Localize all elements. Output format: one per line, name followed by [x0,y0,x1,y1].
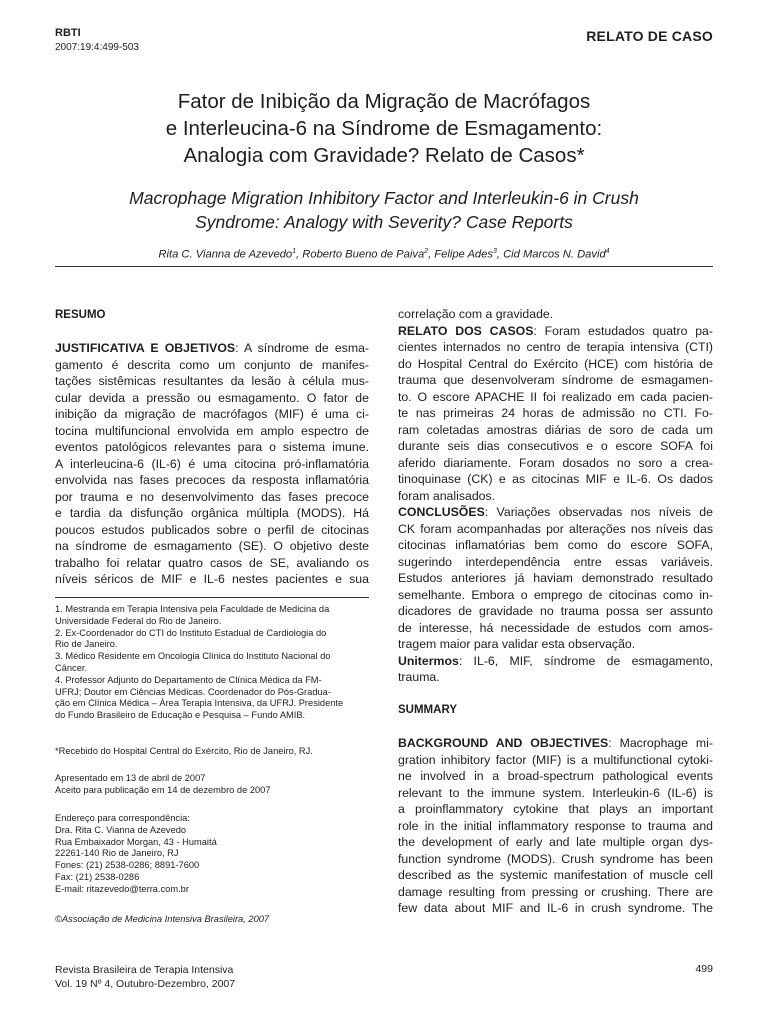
text-line: correlação com a gravidade. [398,307,554,321]
text-line [398,653,713,670]
text-line: eventos patológicos relevantes para o sistema imune. [55,440,369,454]
subtitle-line: Syndrome: Analogy with Severity? Case Reports [195,212,573,232]
text-line: tações sistêmicas resultantes da lesão à célula mus- [55,374,369,388]
paragraph-label: RELATO DOS CASOS [398,323,534,338]
text-line: inibição da migração de macrófagos (MIF) é uma ci- [55,407,369,421]
paragraph-text: : Macrophage mi- [608,736,713,750]
title-line: e Interleucina-6 na Síndrome de Esmagamento: [165,117,603,140]
received-note [55,746,313,758]
header-divider [55,266,713,267]
text-line [398,504,713,521]
text-line: few data about MIF and IL-6 in crush syndrome. The [398,901,713,915]
text-line: gration inhibitory factor (MIF) is a multifunctional cytoki- [398,752,713,767]
text-line: na síndrome de esmagamento (SE). O objetivo deste [55,539,369,553]
text-line: ram coletadas amostras diárias de soro de cada um [398,422,713,437]
text-line: the development of early and late multiple organ dys- [398,835,713,849]
text-line: tragem maior para validar esta observação. [398,637,636,651]
footer-issue: Vol. 19 Nº 4, Outubro-Dezembro, 2007 [55,978,236,990]
paragraph-text: : Foram estudados quatro pa- [533,323,713,338]
text-line [398,323,713,340]
footnote-line: Câncer. [55,662,88,673]
text-line: do Hospital Central do Exército (HCE) com história de [398,356,713,371]
title-line: Fator de Inibição da Migração de Macrófagos [177,90,591,113]
text-line: damage resulting from pressing or crushing. There are [398,884,713,899]
submission-dates [55,773,271,797]
resumo-justificativa [55,340,369,588]
text-line: aferido diariamente. Foram dosados no soro a crea- [398,455,713,470]
text-line: sugerindo interdependência entre essas variáveis. [398,554,713,569]
resumo-continued [398,306,713,917]
correspondence-line: E-mail: ritazevedo@terra.com.br [55,883,189,894]
author-list [55,248,713,261]
text-line: role in the initial inflammatory response to trauma and [398,818,713,833]
date-line: Apresentado em 13 de abril de 2007 [55,773,206,783]
footnote-line: 3. Médico Residente em Oncologia Clínica do Instituto Nacional do [55,651,331,662]
paragraph-text: : IL-6, MIF, síndrome de esmagamento, [458,653,713,668]
section-label: RELATO DE CASO [586,28,713,44]
footnote-line: 4. Professor Adjunto do Departamento de Clínica Médica da FM- [55,674,322,685]
author-affiliation-mark: 1 [292,248,297,255]
text-line: citocinas inflamatórias bem como do escore SOFA, [398,538,713,552]
page-footer [55,963,235,991]
resumo-heading [55,306,369,324]
text-line: A interleucina-6 (IL-6) é uma citocina pró-inflamatória [55,456,369,471]
correspondence-block [55,813,217,896]
text-line: e tardia da disfunção orgânica múltipla (MODS). Há [55,506,369,520]
footer-journal-name: Revista Brasileira de Terapia Intensiva [55,964,234,976]
author-name: Roberto Bueno de Paiva [302,248,425,261]
text-line: function syndrome (MODS). Crush syndrome has been [398,851,713,866]
paragraph-label: JUSTIFICATIVA E OBJETIVOS [55,341,236,355]
paragraph-label: CONCLUSÕES [398,505,485,519]
section-heading: SUMMARY [398,703,457,716]
text-line: cientes internados no centro de terapia intensiva (CTI) [398,340,713,354]
text-line: gamento é descrita como um conjunto de manifes- [55,357,369,372]
author-separator: , [428,248,435,261]
text-line: cular devida a pressão ou esmagamento. O fator de [55,390,369,405]
text-line [55,340,369,357]
text-line: trabalho foi relatar quatro casos de SE, avaliando os [55,555,369,570]
author-name: Felipe Ades [434,248,493,261]
text-line: te nas primeiras 24 horas de admissão no CTI. Fo- [398,406,713,420]
author-name: Rita C. Vianna de Azevedo [158,248,293,261]
author-separator: , [496,248,504,261]
text-line: Estudos anteriores já haviam demonstrado resultado [398,571,713,585]
footnote-line: 2. Ex-Coordenador do CTI do Instituto Estadual de Cardiologia do [55,627,327,638]
author-affiliation-mark: 3 [492,248,497,255]
section-heading: RESUMO [55,309,106,321]
text-line: dicadores de gravidade no trauma possa ser assunto [398,604,713,618]
copyright-text: ©Associação de Medicina Intensiva Brasileira, 2007 [55,914,270,924]
paragraph-label: BACKGROUND AND OBJECTIVES [398,736,609,750]
paragraph-label: Unitermos [398,653,459,668]
citation: 2007:19:4:499-503 [55,42,139,53]
page-number: 499 [695,963,713,975]
text-line: ne involved in a broad-spectrum pathological events [398,769,713,783]
date-line: Aceito para publicação em 14 de dezembro de 2007 [55,784,271,795]
text-line: envolvida nas fases precoces da resposta inflamatória [55,473,369,487]
footnote-line: Rio de Janeiro. [55,639,118,650]
text-line: described as the systemic manifestation of muscle cell [398,868,713,882]
paragraph-text: : A síndrome de esma- [235,341,370,355]
text-line: relevant to the immune system. Interleukin-6 (IL-6) is [398,785,713,800]
footnote-divider [55,597,369,598]
journal-abbreviation: RBTI [55,27,81,39]
copyright [55,914,269,926]
text-line: tinoquinase (CK) e as citocinas MIF e IL-6. Os dados [398,472,713,486]
text-line [398,735,713,752]
footnote-line: Universidade Federal do Rio de Janeiro. [55,615,222,626]
author-name: Cid Marcos N. David [503,248,606,261]
article-subtitle [60,186,708,234]
paragraph-text: : Variações observadas nos níveis de [484,505,713,519]
footnotes [55,604,369,722]
footnote-line: 1. Mestranda em Terapia Intensiva pela Faculdade de Medicina da [55,604,330,614]
correspondence-line: Fones: (21) 2538-0286; 8891-7600 [55,860,200,871]
received-note-text: *Recebido do Hospital Central do Exército, Rio de Janeiro, RJ. [55,746,313,756]
footnote-line: do Fundo Brasileiro de Educação e Pesquisa – Fundo AMIB. [55,710,306,721]
correspondence-heading: Endereço para correspondência: [55,813,190,823]
title-line: Analogia com Gravidade? Relato de Casos* [183,144,585,167]
article-title [60,88,708,169]
text-line: to. O escore APACHE II foi realizado em cada pacien- [398,389,713,404]
text-line: níveis séricos de MIF e IL-6 nestes pacientes e sua [55,572,369,586]
text-line: trauma. [398,670,440,684]
correspondence-line: Dra. Rita C. Vianna de Azevedo [55,824,187,835]
text-line: durante seis dias consecutivos e o escore SOFA foi [398,439,713,453]
text-line: a proinflammatory cytokine that plays an important [398,802,713,816]
author-affiliation-mark: 2 [424,248,429,255]
correspondence-line: Rua Embaixador Morgan, 43 - Humaitá [55,836,217,847]
text-line: por trauma e no desenvolvimento das fases precoce [55,489,369,504]
author-separator: , [296,248,303,261]
footnote-line: UFRJ; Doutor em Ciências Médicas. Coordenador do Pós-Gradua- [55,686,331,697]
text-line: CK foram acompanhadas por alterações nos níveis das [398,521,713,536]
correspondence-line: 22261-140 Rio de Janeiro, RJ [55,848,179,859]
text-line: semelhante. Embora o emprego de citocinas como in- [398,587,713,602]
correspondence-line: Fax: (21) 2538-0286 [55,871,140,882]
text-line: foram analisados. [398,488,496,503]
author-affiliation-mark: 4 [605,248,610,255]
text-line: poucos estudos publicados sobre o perfil de citocinas [55,522,369,537]
text-line: tocina multifuncional envolvida em amplo espectro de [55,423,369,438]
text-line: trauma que desenvolveram síndrome de esmagamen- [398,373,713,387]
footnote-line: ção em Clínica Médica – Área Terapia Intensiva, da UFRJ. Presidente [55,698,344,709]
subtitle-line: Macrophage Migration Inhibitory Factor and Interleukin-6 in Crush [129,188,639,208]
text-line: de interesse, há necessidade de estudos com amos- [398,620,713,635]
